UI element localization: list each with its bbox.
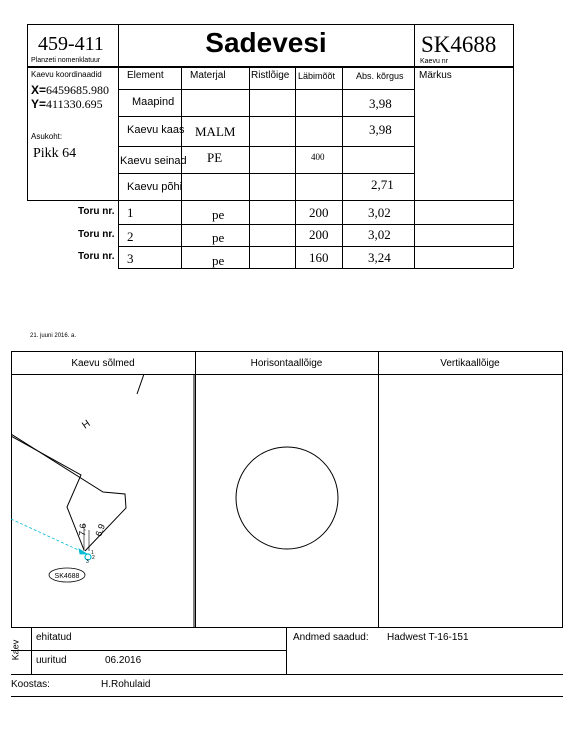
building-outline bbox=[11, 374, 194, 627]
col-header-material: Materjal bbox=[190, 70, 226, 81]
row-height: 2,71 bbox=[371, 177, 394, 192]
vertical-section-title: Vertikaallõige bbox=[440, 358, 500, 369]
pipe-height: 3,02 bbox=[368, 205, 391, 220]
row-element: Kaevu seinad bbox=[120, 155, 187, 167]
building-label: H bbox=[80, 418, 93, 432]
pipe-line bbox=[11, 519, 87, 554]
address: Pikk 64 bbox=[33, 146, 77, 161]
dimension-label: 7.6 bbox=[77, 523, 89, 537]
pipe-material: pe bbox=[212, 253, 225, 268]
pipe-number-label: 2 bbox=[92, 555, 95, 561]
row-material: PE bbox=[207, 150, 223, 165]
coordinate-y bbox=[31, 97, 103, 112]
row-material: MALM bbox=[195, 124, 236, 139]
sheet-number-label: Planzeti nomenklatuur bbox=[31, 57, 101, 64]
row-height: 3,98 bbox=[369, 96, 392, 111]
pipe-diameter: 200 bbox=[309, 227, 329, 242]
sheet-number: 459-411 bbox=[38, 33, 104, 55]
pipe-material: pe bbox=[212, 207, 225, 222]
row-element: Maapind bbox=[132, 96, 175, 108]
pipe-number: 3 bbox=[127, 251, 134, 266]
row-element: Kaevu põhi bbox=[127, 181, 183, 193]
pipe-label: Toru nr. bbox=[78, 251, 115, 262]
well-cross-section-circle bbox=[236, 447, 338, 549]
well-id-label: Kaevu nr bbox=[420, 58, 449, 65]
source-value: Hadwest T-16-151 bbox=[387, 632, 469, 643]
side-label: Kaev bbox=[10, 639, 21, 661]
coordinate-x-value: 6459685.980 bbox=[46, 83, 110, 97]
col-header-diameter: Läbimõõt bbox=[298, 71, 336, 81]
pipe-label: Toru nr. bbox=[78, 206, 115, 217]
well-id: SK4688 bbox=[421, 32, 497, 57]
pipe-number: 2 bbox=[127, 229, 134, 244]
horizontal-section-title: Horisontaallõige bbox=[250, 358, 323, 369]
scheme-panel-title: Kaevu sõlmed bbox=[71, 358, 135, 369]
pipe-number: 1 bbox=[127, 205, 134, 220]
horizontal-section bbox=[195, 374, 378, 627]
author-label: Koostas: bbox=[11, 679, 50, 690]
dimension-label: 6.9 bbox=[93, 522, 107, 538]
pipe-number-label: 3 bbox=[86, 559, 89, 565]
pipe-number-label: 1 bbox=[91, 550, 94, 556]
col-header-element: Element bbox=[127, 70, 164, 81]
coordinates-label: Kaevu koordinaadid bbox=[31, 70, 102, 79]
surveyed-date: 06.2016 bbox=[105, 655, 142, 666]
page-title: Sadevesi bbox=[205, 27, 327, 58]
pipe-height: 3,24 bbox=[368, 250, 391, 265]
document-date: 21. juuni 2016. a. bbox=[30, 333, 77, 339]
pipe-height: 3,02 bbox=[368, 227, 391, 242]
coordinate-y-prefix: Y= bbox=[31, 97, 47, 111]
pipe-diameter: 200 bbox=[309, 205, 329, 220]
well-tag: SK4688 bbox=[54, 573, 80, 580]
status-label: ehitatud bbox=[36, 632, 72, 643]
coordinate-x-prefix: X= bbox=[31, 83, 47, 97]
pipe-label: Toru nr. bbox=[78, 229, 115, 240]
coordinate-x bbox=[31, 83, 109, 98]
col-header-cross-section: Ristlõige bbox=[251, 70, 290, 81]
source-label: Andmed saadud: bbox=[293, 632, 369, 643]
row-height: 3,98 bbox=[369, 122, 392, 137]
coordinate-y-value: 411330.695 bbox=[46, 97, 103, 111]
pipe-diameter: 160 bbox=[309, 250, 329, 265]
col-header-abs-height: Abs. kõrgus bbox=[356, 71, 404, 81]
surveyed-label: uuritud bbox=[36, 655, 67, 666]
row-element: Kaevu kaas bbox=[127, 124, 185, 136]
address-label: Asukoht: bbox=[31, 132, 63, 141]
col-header-note: Märkus bbox=[419, 70, 452, 81]
author: H.Rohulaid bbox=[101, 679, 151, 690]
row-diameter: 400 bbox=[311, 152, 325, 162]
pipe-material: pe bbox=[212, 230, 225, 245]
site-scheme bbox=[11, 374, 195, 627]
